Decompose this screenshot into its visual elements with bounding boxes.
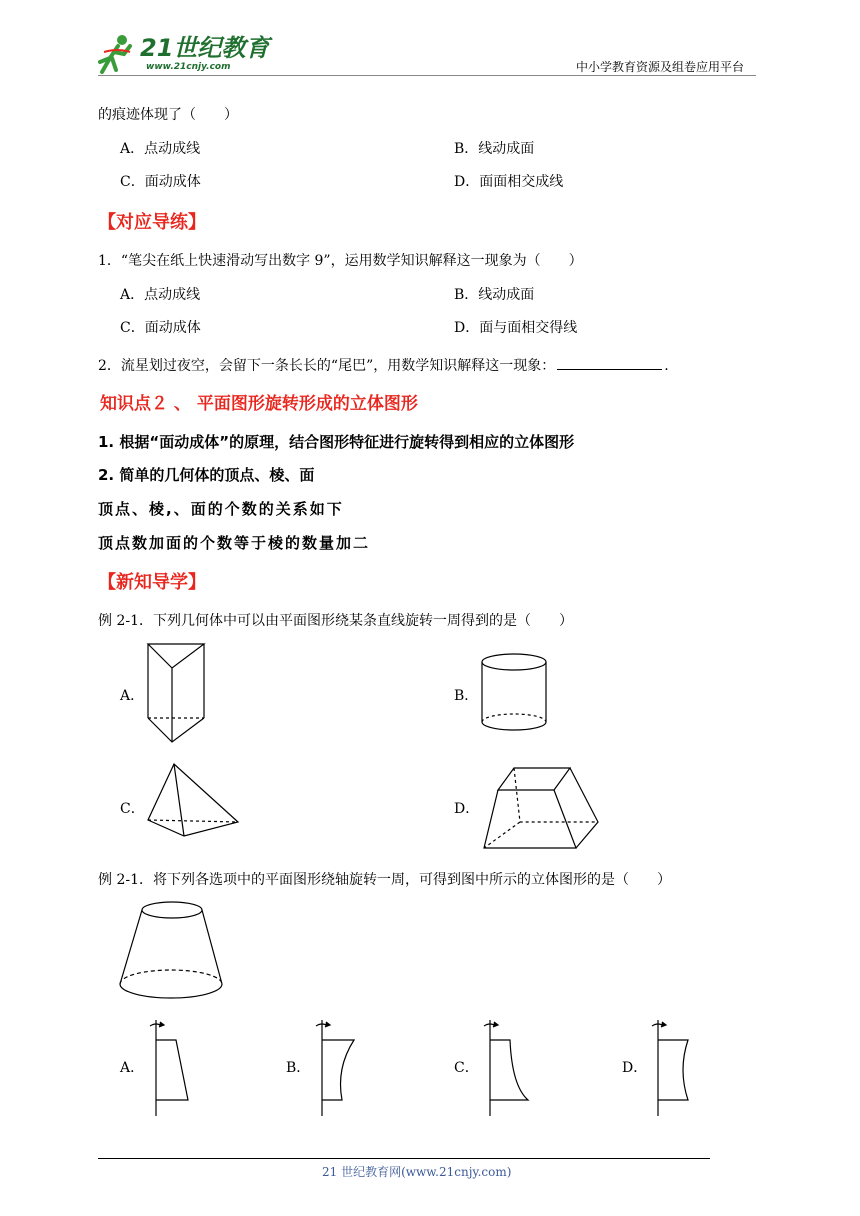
kp2-line-3: 顶点、棱,、面的个数的关系如下 — [98, 500, 344, 518]
ex2-label-d: D． — [622, 1060, 648, 1076]
option-a-trapezoid-figure — [146, 1016, 196, 1120]
kp2-line-1: 1. 根据“面动成体”的原理，结合图形特征进行旋转得到相应的立体图形 — [98, 433, 575, 451]
q1-option-d: D．面与面相交得线 — [454, 320, 578, 336]
option-d-bowed-figure — [648, 1016, 698, 1120]
logo-url: www.21cnjy.com — [146, 62, 231, 72]
q0-option-a: A．点动成线 — [120, 141, 201, 157]
section-title-practice: 【对应导练】 — [98, 212, 206, 233]
kp2-title: 知识点２ 、 平面图形旋转形成的立体图形 — [100, 394, 418, 414]
triangular-prism-figure — [140, 640, 212, 746]
q1-option-a: A．点动成线 — [120, 287, 201, 303]
ex1-label-b: B． — [454, 688, 479, 704]
footer-divider — [98, 1158, 710, 1159]
pyramid-figure — [144, 760, 244, 840]
q0-option-b: B．线动成面 — [454, 141, 535, 157]
ex1-label-d: D． — [454, 801, 480, 817]
kp2-line-2: 2. 简单的几何体的顶点、棱、面 — [98, 466, 315, 484]
cylinder-figure — [478, 652, 550, 738]
footer-link[interactable]: 21 世纪教育网(www.21cnjy.com) — [322, 1165, 512, 1179]
q1-option-c: C．面动成体 — [120, 320, 201, 336]
frustum-figure — [480, 764, 602, 852]
ex1-label-a: A． — [120, 688, 145, 704]
option-b-concave-figure — [312, 1016, 362, 1120]
q0-option-d: D．面面相交成线 — [454, 174, 564, 190]
ex1-stem: 例 2-1．下列几何体中可以由平面图形绕某条直线旋转一周得到的是（ ） — [98, 613, 573, 629]
q1-option-b: B．线动成面 — [454, 287, 535, 303]
ex2-stem: 例 2-1．将下列各选项中的平面图形绕轴旋转一周，可得到图中所示的立体图形的是（ ） — [98, 872, 671, 888]
header-divider — [98, 75, 756, 76]
q0-stem: 的痕迹体现了（ ） — [98, 107, 238, 123]
q2-stem: 2．流星划过夜空，会留下一条长长的“尾巴”，用数学知识解释这一现象： — [98, 358, 556, 374]
option-c-curved-figure — [480, 1016, 536, 1120]
header-platform: 中小学教育资源及组卷应用平台 — [576, 60, 745, 74]
kp2-line-4: 顶点数加面的个数等于棱的数量加二 — [98, 534, 371, 552]
ex2-label-a: A． — [120, 1060, 145, 1076]
ex2-label-c: C． — [454, 1060, 479, 1076]
answer-blank — [557, 355, 662, 370]
q2-stem-line — [98, 355, 669, 375]
q0-option-c: C．面动成体 — [120, 174, 201, 190]
q2-end: . — [664, 358, 669, 374]
ex2-label-b: B． — [286, 1060, 311, 1076]
q1-stem: 1．“笔尖在纸上快速滑动写出数字 9”，运用数学知识解释这一现象为（ ） — [98, 253, 583, 269]
section-title-new-knowledge: 【新知导学】 — [98, 572, 206, 593]
truncated-cone-figure — [114, 898, 226, 1006]
logo-title: 21世纪教育 — [140, 34, 270, 62]
ex1-label-c: C． — [120, 801, 145, 817]
